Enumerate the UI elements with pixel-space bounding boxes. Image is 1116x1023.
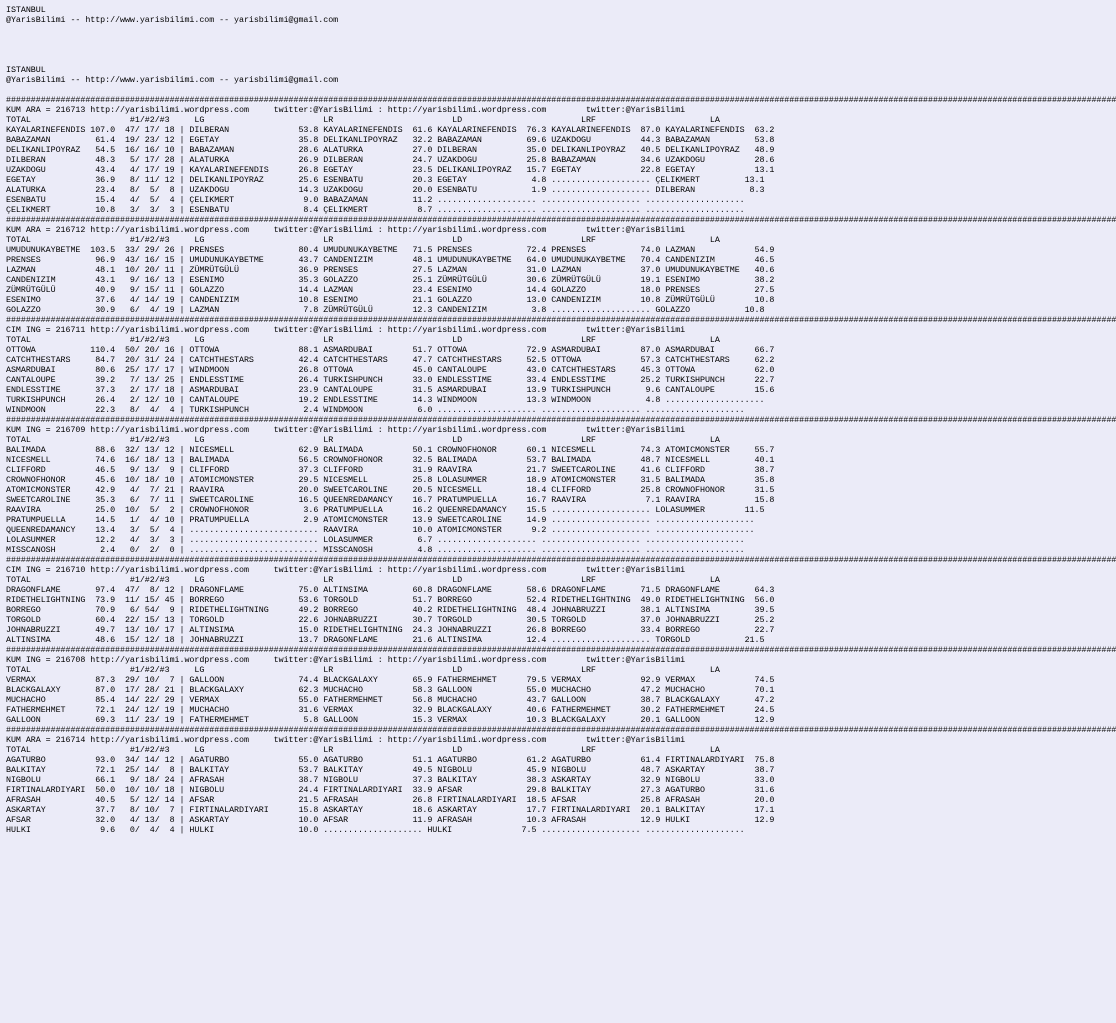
table-row: BLACKGALAXY 87.0 17/ 28/ 21 | BLACKGALAXY 62.3 MUCHACHO 58.3 GALLOON 55.0 MUCHACHO 47.2 MUCHACHO 70.1	[6, 685, 775, 695]
table-row: BORREGO 70.9 6/ 54/ 9 | RIDETHELIGHTNING 49.2 BORREGO 40.2 RIDETHELIGHTNING 48.4 JOHNABRUZZI 38.1 ALTINSIMA 39.5	[6, 605, 775, 615]
header-block-2	[6, 65, 947, 85]
table-row: OTTOWA 110.4 50/ 20/ 16 | OTTOWA 88.1 ASMARDUBAI 51.7 OTTOWA 72.9 ASMARDUBAI 87.0 ASMARDUBAI 66.7	[6, 345, 775, 355]
column-header: TOTAL #1/#2/#3 LG LR LD LRF LA	[6, 115, 720, 125]
race-title: CIM ING = 216710 http://yarisbilimi.wordpress.com twitter:@YarisBilimi : http://yarisbilimi.wordpress.com twitter:@YarisBilimi	[6, 565, 686, 575]
table-row: NIGBOLU 66.1 9/ 18/ 24 | AFRASAH 38.7 NIGBOLU 37.3 BALKITAY 38.3 ASKARTAY 32.9 NIGBOLU 33.0	[6, 775, 775, 785]
blank-line	[6, 55, 947, 65]
table-row: ATOMICMONSTER 42.9 4/ 7/ 21 | RAAVIRA 20.0 SWEETCAROLINE 20.5 NICESMELL 18.4 CLIFFORD 25.8 CROWNOFHONOR 31.5	[6, 485, 775, 495]
table-row: FIRTINALARDIYARI 50.0 10/ 10/ 18 | NIGBOLU 24.4 FIRTINALARDIYARI 33.9 AFSAR 29.8 BALKITAY 27.3 AGATURBO 31.6	[6, 785, 775, 795]
race-block	[6, 555, 1116, 645]
city-line: ISTANBUL	[6, 65, 46, 75]
table-row: DELIKANLIPOYRAZ 54.5 16/ 16/ 10 | BABAZAMAN 28.6 ALATURKA 27.0 DILBERAN 35.0 DELIKANLIPOYRAZ 40.5 DELIKANLIPOYRAZ 48.9	[6, 145, 775, 155]
table-row: GALLOON 69.3 11/ 23/ 19 | FATHERMEHMET 5.8 GALLOON 15.3 VERMAX 10.3 BLACKGALAXY 20.1 GALLOON 12.9	[6, 715, 775, 725]
column-header: TOTAL #1/#2/#3 LG LR LD LRF LA	[6, 435, 720, 445]
table-row: VERMAX 87.3 29/ 10/ 7 | GALLOON 74.4 BLACKGALAXY 65.9 FATHERMEHMET 79.5 VERMAX 92.9 VERMAX 74.5	[6, 675, 775, 685]
table-row: SWEETCAROLINE 35.3 6/ 7/ 11 | SWEETCAROLINE 16.5 QUEENREDAMANCY 16.7 PRATUMPUELLA 16.7 RAAVIRA 7.1 RAAVIRA 15.8	[6, 495, 775, 505]
table-row: MISSCANOSH 2.4 0/ 2/ 0 | .......................... MISSCANOSH 4.8 .................... .................... ....................	[6, 545, 745, 555]
table-row: CATCHTHESTARS 84.7 20/ 31/ 24 | CATCHTHESTARS 42.4 CATCHTHESTARS 47.7 CATCHTHESTARS 52.5 OTTOWA 57.3 CATCHTHESTARS 62.2	[6, 355, 775, 365]
table-row: FATHERMEHMET 72.1 24/ 12/ 19 | MUCHACHO 31.6 VERMAX 32.9 BLACKGALAXY 40.6 FATHERMEHMET 30.2 FATHERMEHMET 24.5	[6, 705, 775, 715]
table-row: NICESMELL 74.6 16/ 18/ 13 | BALIMADA 56.5 CROWNOFHONOR 32.5 BALIMADA 53.7 BALIMADA 48.7 NICESMELL 40.1	[6, 455, 775, 465]
race-block	[6, 315, 1116, 415]
table-row: PRATUMPUELLA 14.5 1/ 4/ 10 | PRATUMPUELLA 2.9 ATOMICMONSTER 13.9 SWEETCAROLINE 14.9 .................... ....................	[6, 515, 755, 525]
table-row: CANDENIZIM 43.1 9/ 16/ 13 | ESENIMO 35.3 GOLAZZO 25.1 ZÜMRÜTGÜLÜ 30.6 ZÜMRÜTGÜLÜ 19.1 ESENIMO 38.2	[6, 275, 775, 285]
race-title: KUM ING = 216708 http://yarisbilimi.wordpress.com twitter:@YarisBilimi : http://yarisbilimi.wordpress.com twitter:@YarisBilimi	[6, 655, 686, 665]
race-title: CIM ING = 216711 http://yarisbilimi.wordpress.com twitter:@YarisBilimi : http://yarisbilimi.wordpress.com twitter:@YarisBilimi	[6, 325, 686, 335]
table-row: BALKITAY 72.1 25/ 14/ 8 | BALKITAY 53.7 BALKITAY 49.5 NIGBOLU 45.9 NIGBOLU 48.7 ASKARTAY 38.7	[6, 765, 775, 775]
separator-line: ################################################################################################################################################################################################################################	[6, 555, 1116, 565]
separator-line: ################################################################################################################################################################################################################################	[6, 95, 1116, 105]
table-row: CROWNOFHONOR 45.6 10/ 18/ 10 | ATOMICMONSTER 29.5 NICESMELL 25.8 LOLASUMMER 18.9 ATOMICMONSTER 31.5 BALIMADA 35.8	[6, 475, 775, 485]
race-title: KUM ARA = 216714 http://yarisbilimi.wordpress.com twitter:@YarisBilimi : http://yarisbilimi.wordpress.com twitter:@YarisBilimi	[6, 735, 686, 745]
table-row: UZAKDOGU 43.4 4/ 17/ 19 | KAYALARINEFENDIS 26.8 EGETAY 23.5 DELIKANLIPOYRAZ 15.7 EGETAY 22.8 EGETAY 13.1	[6, 165, 775, 175]
table-row: GOLAZZO 30.9 6/ 4/ 19 | LAZMAN 7.8 ZÜMRÜTGÜLÜ 12.3 CANDENIZIM 3.8 .................... GOLAZZO 10.8	[6, 305, 765, 315]
table-row: DRAGONFLAME 97.4 47/ 8/ 12 | DRAGONFLAME 75.0 ALTINSIMA 60.8 DRAGONFLAME 58.6 DRAGONFLAME 71.5 DRAGONFLAME 64.3	[6, 585, 775, 595]
table-row: BALIMADA 88.6 32/ 13/ 12 | NICESMELL 62.9 BALIMADA 50.1 CROWNOFHONOR 60.1 NICESMELL 74.3 ATOMICMONSTER 55.7	[6, 445, 775, 455]
table-row: DILBERAN 48.3 5/ 17/ 28 | ALATURKA 26.9 DILBERAN 24.7 UZAKDOGU 25.8 BABAZAMAN 34.6 UZAKDOGU 28.6	[6, 155, 775, 165]
race-title: KUM ARA = 216712 http://yarisbilimi.wordpress.com twitter:@YarisBilimi : http://yarisbilimi.wordpress.com twitter:@YarisBilimi	[6, 225, 686, 235]
separator-line: ################################################################################################################################################################################################################################	[6, 415, 1116, 425]
table-row: BABAZAMAN 61.4 19/ 23/ 12 | EGETAY 35.8 DELIKANLIPOYRAZ 32.2 BABAZAMAN 69.6 UZAKDOGU 44.3 BABAZAMAN 53.8	[6, 135, 775, 145]
table-row: WINDMOON 22.3 8/ 4/ 4 | TURKISHPUNCH 2.4 WINDMOON 6.0 .................... .................... ....................	[6, 405, 745, 415]
table-row: UMUDUNUKAYBETME 103.5 33/ 29/ 26 | PRENSES 80.4 UMUDUNUKAYBETME 71.5 PRENSES 72.4 PRENSES 74.0 LAZMAN 54.9	[6, 245, 775, 255]
blank-line	[6, 35, 947, 45]
table-row: CLIFFORD 46.5 9/ 13/ 9 | CLIFFORD 37.3 CLIFFORD 31.9 RAAVIRA 21.7 SWEETCAROLINE 41.6 CLIFFORD 38.7	[6, 465, 775, 475]
table-row: JOHNABRUZZI 49.7 13/ 10/ 17 | ALTINSIMA 15.0 RIDETHELIGHTNING 24.3 JOHNABRUZZI 26.8 BORREGO 33.4 BORREGO 22.7	[6, 625, 775, 635]
table-row: HULKI 9.6 0/ 4/ 4 | HULKI 10.0 .................... HULKI 7.5 .................... ....................	[6, 825, 745, 835]
header-block-1	[6, 5, 947, 25]
column-header: TOTAL #1/#2/#3 LG LR LD LRF LA	[6, 335, 720, 345]
table-row: ÇELIKMERT 10.8 3/ 3/ 3 | ESENBATU 8.4 ÇELIKMERT 8.7 .................... .................... ....................	[6, 205, 745, 215]
separator-line: ################################################################################################################################################################################################################################	[6, 215, 1116, 225]
column-header: TOTAL #1/#2/#3 LG LR LD LRF LA	[6, 575, 720, 585]
race-title: KUM ING = 216709 http://yarisbilimi.wordpress.com twitter:@YarisBilimi : http://yarisbilimi.wordpress.com twitter:@YarisBilimi	[6, 425, 686, 435]
table-row: ZÜMRÜTGÜLÜ 40.9 9/ 15/ 11 | GOLAZZO 14.4 LAZMAN 23.4 ESENIMO 14.4 GOLAZZO 18.0 PRENSES 27.5	[6, 285, 775, 295]
table-row: ALTINSIMA 48.6 15/ 12/ 18 | JOHNABRUZZI 13.7 DRAGONFLAME 21.6 ALTINSIMA 12.4 .................... TORGOLD 21.5	[6, 635, 765, 645]
race-block	[6, 95, 1116, 215]
table-row: AFSAR 32.0 4/ 13/ 8 | ASKARTAY 10.0 AFSAR 11.9 AFRASAH 10.3 AFRASAH 12.9 HULKI 12.9	[6, 815, 775, 825]
table-row: RIDETHELIGHTNING 73.9 11/ 15/ 45 | BORREGO 53.6 TORGOLD 51.7 BORREGO 52.4 RIDETHELIGHTNING 49.0 RIDETHELIGHTNING 56.0	[6, 595, 775, 605]
table-row: KAYALARINEFENDIS 107.0 47/ 17/ 18 | DILBERAN 53.8 KAYALARINEFENDIS 61.6 KAYALARINEFENDIS 76.3 KAYALARINEFENDIS 87.0 KAYALARINEFENDIS 63.2	[6, 125, 775, 135]
table-row: LOLASUMMER 12.2 4/ 3/ 3 | .......................... LOLASUMMER 6.7 .................... .................... ....................	[6, 535, 745, 545]
separator-line: ################################################################################################################################################################################################################################	[6, 725, 1116, 735]
separator-line: ################################################################################################################################################################################################################################	[6, 315, 1116, 325]
table-row: RAAVIRA 25.0 10/ 5/ 2 | CROWNOFHONOR 3.6 PRATUMPUELLA 16.2 QUEENREDAMANCY 15.5 .................... LOLASUMMER 11.5	[6, 505, 765, 515]
blank-line	[6, 85, 947, 95]
blank-line	[6, 45, 947, 55]
table-row: ENDLESSTIME 37.3 2/ 17/ 18 | ASMARDUBAI 23.9 CANTALOUPE 31.5 ASMARDUBAI 13.9 TURKISHPUNCH 9.6 CANTALOUPE 15.6	[6, 385, 775, 395]
table-row: AFRASAH 40.5 5/ 12/ 14 | AFSAR 21.5 AFRASAH 26.8 FIRTINALARDIYARI 18.5 AFSAR 25.8 AFRASAH 20.0	[6, 795, 775, 805]
race-block	[6, 215, 1116, 315]
table-row: ASKARTAY 37.7 8/ 10/ 7 | FIRTINALARDIYARI 15.8 ASKARTAY 18.6 ASKARTAY 17.7 FIRTINALARDIYARI 20.1 BALKITAY 17.1	[6, 805, 775, 815]
race-block	[6, 645, 1116, 725]
race-block	[6, 415, 1116, 555]
table-row: QUEENREDAMANCY 13.4 3/ 5/ 4 | .......................... RAAVIRA 10.0 ATOMICMONSTER 9.2 .................... ....................	[6, 525, 755, 535]
table-row: TURKISHPUNCH 26.4 2/ 12/ 10 | CANTALOUPE 19.2 ENDLESSTIME 14.3 WINDMOON 13.3 WINDMOON 4.8 ....................	[6, 395, 765, 405]
blank-line	[6, 25, 947, 35]
column-header: TOTAL #1/#2/#3 LG LR LD LRF LA	[6, 745, 720, 755]
contact-line: @YarisBilimi -- http://www.yarisbilimi.com -- yarisbilimi@gmail.com	[6, 15, 339, 25]
table-row: PRENSES 96.9 43/ 16/ 15 | UMUDUNUKAYBETME 43.7 CANDENIZIM 48.1 UMUDUNUKAYBETME 64.0 UMUDUNUKAYBETME 70.4 CANDENIZIM 46.5	[6, 255, 775, 265]
column-header: TOTAL #1/#2/#3 LG LR LD LRF LA	[6, 235, 720, 245]
table-row: MUCHACHO 85.4 14/ 22/ 29 | VERMAX 55.0 FATHERMEHMET 56.8 MUCHACHO 43.7 GALLOON 38.7 BLACKGALAXY 47.2	[6, 695, 775, 705]
table-row: LAZMAN 48.1 10/ 20/ 11 | ZÜMRÜTGÜLÜ 36.9 PRENSES 27.5 LAZMAN 31.0 LAZMAN 37.0 UMUDUNUKAYBETME 40.6	[6, 265, 775, 275]
table-row: CANTALOUPE 39.2 7/ 13/ 25 | ENDLESSTIME 26.4 TURKISHPUNCH 33.0 ENDLESSTIME 33.4 ENDLESSTIME 25.2 TURKISHPUNCH 22.7	[6, 375, 775, 385]
table-row: ESENBATU 15.4 4/ 5/ 4 | ÇELIKMERT 9.0 BABAZAMAN 11.2 .................... .................... ....................	[6, 195, 745, 205]
race-block	[6, 725, 1116, 835]
races-container	[6, 95, 1116, 835]
table-row: ESENIMO 37.6 4/ 14/ 19 | CANDENIZIM 10.8 ESENIMO 21.1 GOLAZZO 13.0 CANDENIZIM 10.8 ZÜMRÜTGÜLÜ 10.8	[6, 295, 775, 305]
table-row: ALATURKA 23.4 8/ 5/ 8 | UZAKDOGU 14.3 UZAKDOGU 20.0 ESENBATU 1.9 .................... DILBERAN 8.3	[6, 185, 765, 195]
city-line: ISTANBUL	[6, 5, 46, 15]
table-row: ASMARDUBAI 80.6 25/ 17/ 17 | WINDMOON 26.8 OTTOWA 45.0 CANTALOUPE 43.0 CATCHTHESTARS 45.3 OTTOWA 62.0	[6, 365, 775, 375]
column-header: TOTAL #1/#2/#3 LG LR LD LRF LA	[6, 665, 720, 675]
contact-line: @YarisBilimi -- http://www.yarisbilimi.com -- yarisbilimi@gmail.com	[6, 75, 339, 85]
separator-line: ################################################################################################################################################################################################################################	[6, 645, 1116, 655]
table-row: AGATURBO 93.0 34/ 14/ 12 | AGATURBO 55.0 AGATURBO 51.1 AGATURBO 61.2 AGATURBO 61.4 FIRTINALARDIYARI 75.8	[6, 755, 775, 765]
table-row: TORGOLD 60.4 22/ 15/ 13 | TORGOLD 22.6 JOHNABRUZZI 30.7 TORGOLD 30.5 TORGOLD 37.0 JOHNABRUZZI 25.2	[6, 615, 775, 625]
race-title: KUM ARA = 216713 http://yarisbilimi.wordpress.com twitter:@YarisBilimi : http://yarisbilimi.wordpress.com twitter:@YarisBilimi	[6, 105, 686, 115]
table-row: EGETAY 36.9 8/ 11/ 12 | DELIKANLIPOYRAZ 25.6 ESENBATU 20.3 EGETAY 4.8 .................... ÇELIKMERT 13.1	[6, 175, 765, 185]
